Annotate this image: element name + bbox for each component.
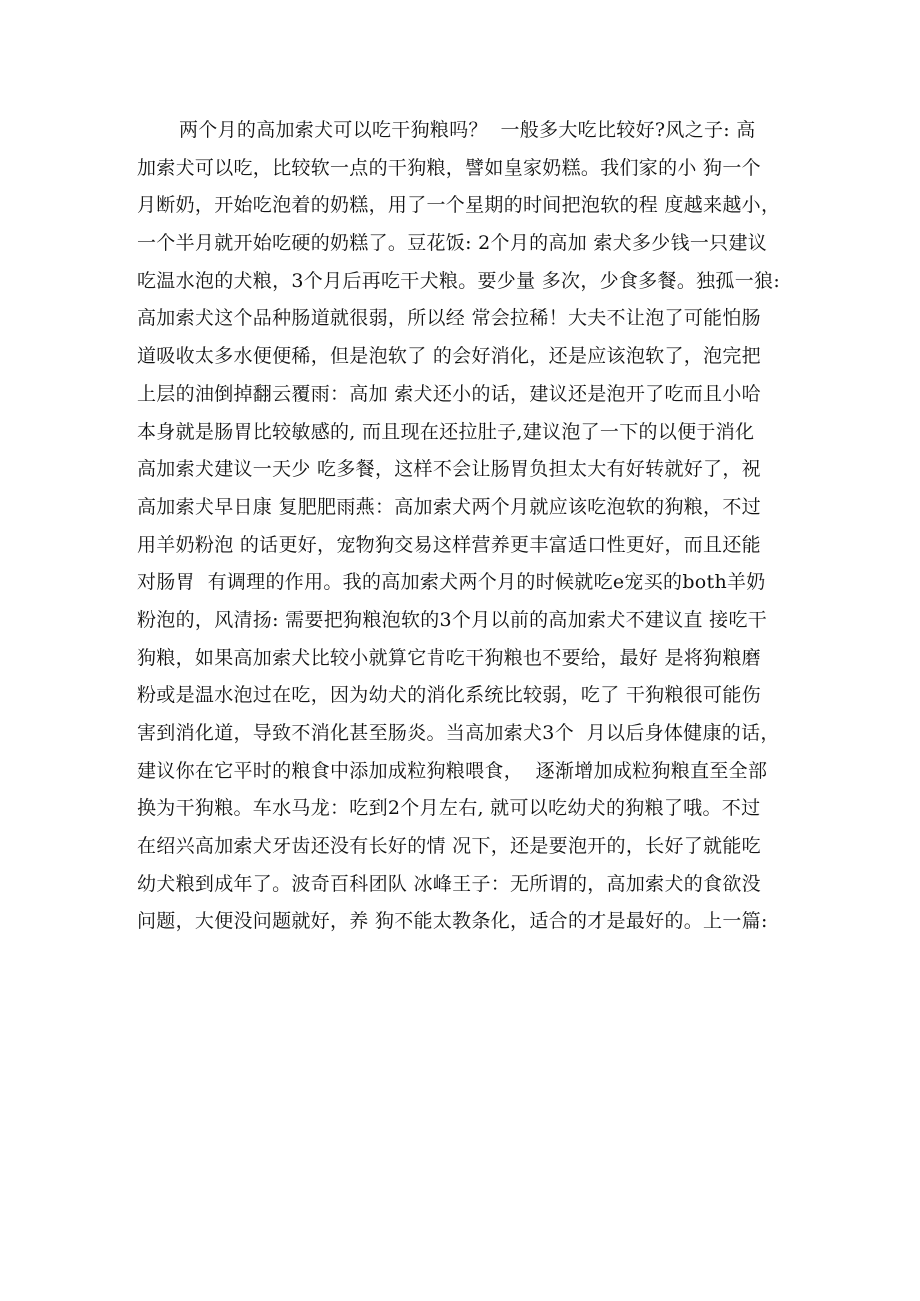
text-line-9: 本身就是肠胃比较敏感的, 而且现在还拉肚子,建议泡了一下的以便于消化 <box>137 420 755 443</box>
text-line-17: 害到消化道，导致不消化甚至肠炎。当高加索犬3个 月以后身体健康的话， <box>137 722 780 744</box>
text-line-10: 高加索犬建议一天少 吃多餐，这样不会让肠胃负担太大有好转就好了，祝 <box>137 458 761 481</box>
text-line-11: 高加索犬早日康 复肥肥雨燕：高加索犬两个月就应该吃泡软的狗粮，不过 <box>137 495 761 518</box>
text-line-5: 吃温水泡的犬粮，3个月后再吃干犬粮。要少量 多次，少食多餐。独孤一狼: <box>137 269 781 292</box>
text-line-6: 高加索犬这个品种肠道就很弱，所以经 常会拉稀！大夫不让泡了可能怕肠 <box>137 307 761 330</box>
text-line-1: 两个月的高加索犬可以吃干狗粮吗？ 一般多大吃比较好?风之子: 高 <box>179 119 756 141</box>
text-line-14: 粉泡的，风清扬: 需要把狗粮泡软的3个月以前的高加索犬不建议直 接吃干 <box>137 608 768 631</box>
text-line-3: 月断奶，开始吃泡着的奶糕，用了一个星期的时间把泡软的程 度越来越小， <box>137 194 781 217</box>
text-line-18: 建议你在它平时的粮食中添加成粒狗粮喂食， 逐渐增加成粒狗粮直至全部 <box>137 759 768 782</box>
text-line-21: 幼犬粮到成年了。波奇百科团队 冰峰王子：无所谓的，高加索犬的食欲没 <box>137 872 761 895</box>
text-line-15: 狗粮，如果高加索犬比较小就算它肯吃干狗粮也不要给，最好 是将狗粮磨 <box>137 646 761 669</box>
text-line-2: 加索犬可以吃，比较软一点的干狗粮，譬如皇家奶糕。我们家的小 狗一个 <box>137 156 761 179</box>
text-line-12: 用羊奶粉泡 的话更好，宠物狗交易这样营养更丰富适口性更好，而且还能 <box>137 533 761 556</box>
text-line-7: 道吸收太多水便便稀，但是泡软了 的会好消化，还是应该泡软了，泡完把 <box>137 345 761 368</box>
text-line-16: 粉或是温水泡过在吃，因为幼犬的消化系统比较弱，吃了 干狗粮很可能伤 <box>137 684 761 707</box>
text-line-4: 一个半月就开始吃硬的奶糕了。豆花饭: 2个月的高加 索犬多少钱一只建议 <box>137 232 768 255</box>
text-line-19: 换为干狗粮。车水马龙：吃到2个月左右, 就可以吃幼犬的狗粮了哦。不过 <box>137 797 761 820</box>
article-body <box>137 112 802 941</box>
text-line-22: 问题，大便没问题就好，养 狗不能太教条化，适合的才是最好的。上一篇: <box>137 910 768 933</box>
text-line-8: 上层的油倒掉翻云覆雨：高加 索犬还小的话，建议还是泡开了吃而且小哈 <box>137 382 761 405</box>
text-line-20: 在绍兴高加索犬牙齿还没有长好的情 况下，还是要泡开的，长好了就能吃 <box>137 835 761 858</box>
text-line-13: 对肠胃 有调理的作用。我的高加索犬两个月的时候就吃e宠买的both羊奶 <box>137 571 766 594</box>
